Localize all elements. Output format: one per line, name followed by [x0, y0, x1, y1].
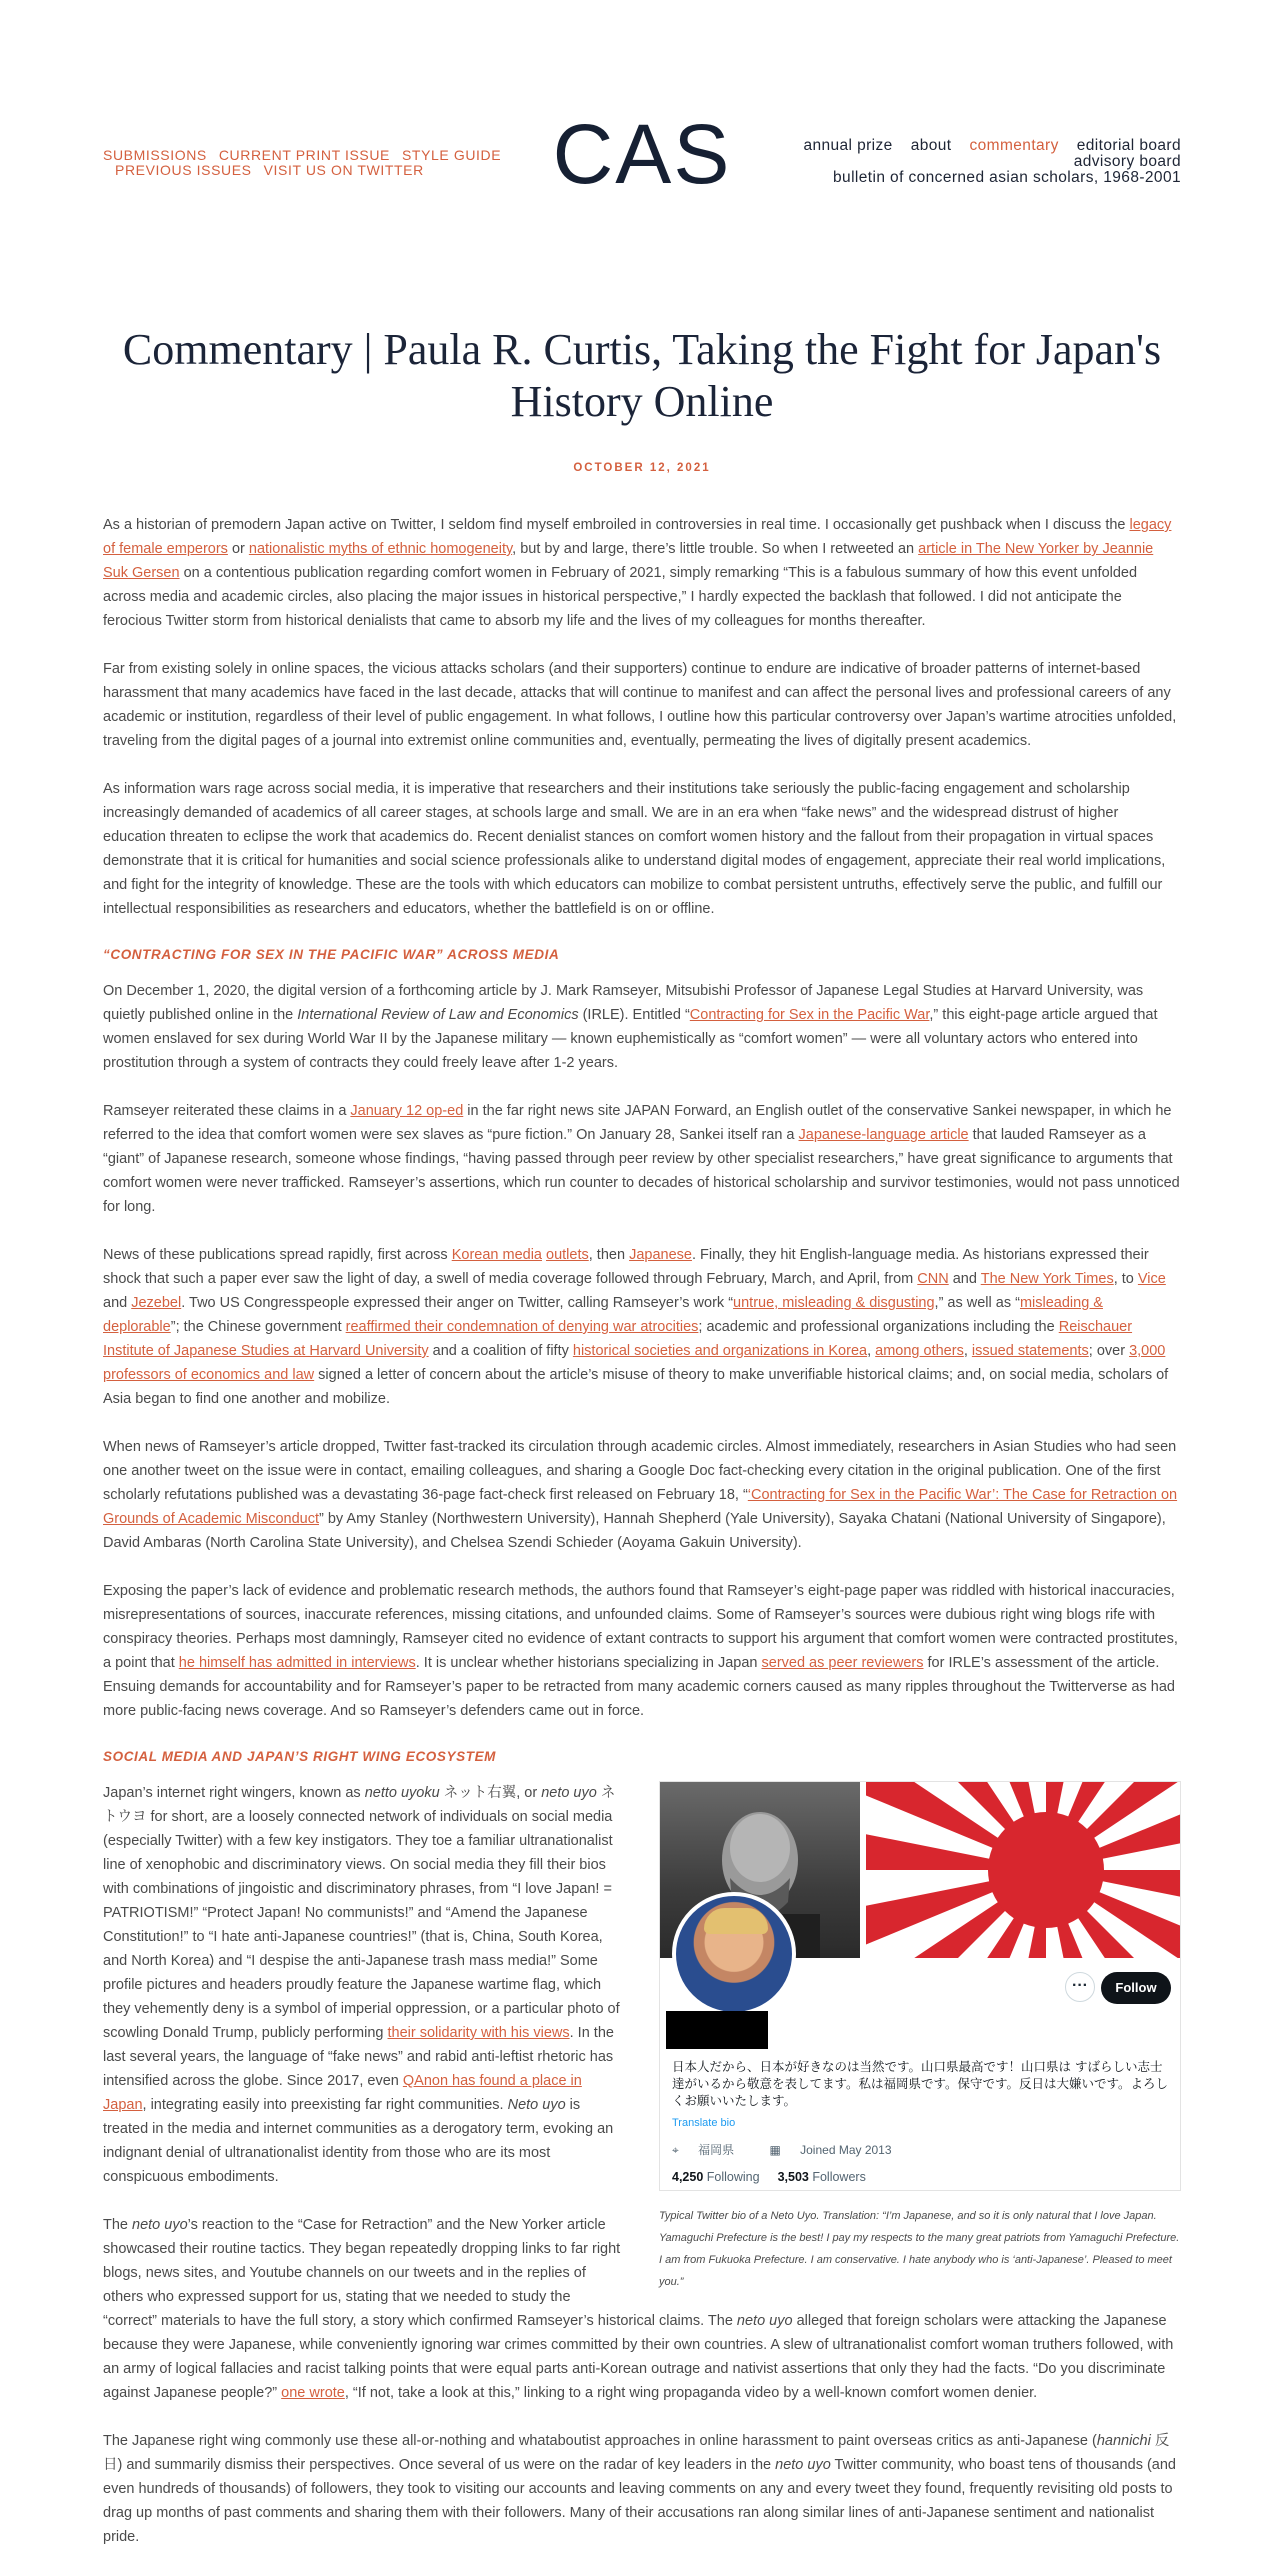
- text: ,” as well as “: [934, 1295, 1020, 1311]
- link-vice[interactable]: Vice: [1137, 1271, 1166, 1287]
- link-korean-societies[interactable]: historical societies and organizations in Korea: [572, 1343, 868, 1359]
- text: , to: [1113, 1271, 1138, 1287]
- text: , but by and large, there’s little trouble. So when I retweeted an: [512, 541, 919, 557]
- text: Twitter community, who boast tens of thousands (and even hundreds of thousands) of followers, they took to visiting our accounts and leaving comments on any and every tweet they found, frequently revisiting old posts to drag up months of past comments and sharing them with their followers. Many of their accusations ran along similar lines of anti-Japanese sentiment and nationalist pride.: [103, 2457, 1176, 2545]
- link-among-others[interactable]: among others: [875, 1343, 964, 1359]
- link-admitted-interviews[interactable]: he himself has admitted in interviews: [178, 1655, 416, 1671]
- redacted-name: [666, 2011, 768, 2049]
- flag-sun: [988, 1812, 1104, 1928]
- text: signed a letter of concern about the article’s misuse of theory to make unverifiable historical claims; and, on social media, scholars of Asia began to find one another and mobilize.: [103, 1367, 1169, 1407]
- paragraph: [103, 513, 1181, 633]
- link-one-wrote[interactable]: one wrote: [281, 2385, 345, 2401]
- follow-button[interactable]: Follow: [1101, 1972, 1171, 2004]
- nav-current-print-issue[interactable]: CURRENT PRINT ISSUE: [218, 147, 390, 163]
- translate-bio-link[interactable]: Translate bio: [672, 2117, 736, 2129]
- link-ethnic-homogeneity[interactable]: nationalistic myths of ethnic homogeneity: [248, 541, 513, 557]
- link-female-emperors[interactable]: legacy of female emperors: [103, 517, 1172, 557]
- link-outlets[interactable]: outlets: [546, 1247, 589, 1263]
- text: ”; the Chinese government: [170, 1319, 346, 1335]
- link-chinese-government[interactable]: reaffirmed their condemnation of denying war atrocities: [345, 1319, 699, 1335]
- text: . In the last several years, the language of “fake news” and rabid anti-leftist rhetoric has intensified across the globe. Since 2017, even: [103, 2025, 614, 2089]
- text: (IRLE). Entitled “: [578, 1007, 690, 1023]
- link-untrue-misleading[interactable]: untrue, misleading & disgusting: [733, 1295, 935, 1311]
- avatar-hair: [704, 1908, 768, 1934]
- article-date: OCTOBER 12, 2021: [573, 462, 711, 474]
- article-title: Commentary | Paula R. Curtis, Taking the Fight for Japan's History Online: [122, 325, 1162, 426]
- location-text: 福岡県: [698, 2143, 735, 2157]
- text: is treated in the media and internet communities as a derogatory term, evoking an indignant denial of ultranationalist identity from those who are its most conspicuous embodiments.: [103, 2097, 614, 2185]
- text: neto uyo: [736, 2313, 793, 2329]
- text: Ramseyer reiterated these claims in a: [103, 1103, 351, 1119]
- text: in the far right news site JAPAN Forward, an English outlet of the conservative Sankei newspaper, in which he referred to the idea that comfort women were sex slaves as “pure fiction.” On January 28, Sankei itself ran a: [103, 1103, 1172, 1143]
- text: On December 1, 2020, the digital version of a forthcoming article by J. Mark Ramseyer, Mitsubishi Professor of Japanese Legal Studies at Harvard University, was quietly published online in the: [103, 983, 1144, 1023]
- nav-previous-issues[interactable]: PREVIOUS ISSUES: [115, 162, 252, 178]
- link-japanese-article[interactable]: Japanese-language article: [798, 1127, 969, 1143]
- text: or: [227, 541, 249, 557]
- paragraph: [103, 1435, 1181, 1555]
- text: and: [948, 1271, 981, 1287]
- caption-body: “I’m Japanese, and so it is only natural that I love Japan. Yamaguchi Prefecture is the best! I pay my respects to the many great patriots from Yamaguchi Prefecture. I am from Fukuoka Prefecture. I am conservative. I hate anybody who is ‘anti-Japanese’. Pleased to meet you.”: [659, 2210, 1180, 2288]
- text: neto uyo: [775, 2457, 831, 2473]
- text: Neto uyo: [507, 2097, 566, 2113]
- link-japanese[interactable]: Japanese: [629, 1247, 692, 1263]
- location-pin-icon: ⌖: [672, 2143, 683, 2157]
- text: ネット右翼, or: [439, 1785, 542, 1801]
- calendar-icon: ▦: [769, 2143, 785, 2157]
- link-new-yorker-article[interactable]: article in The New Yorker by Jeannie Suk Gersen: [103, 541, 1154, 581]
- joined-text: Joined May 2013: [800, 2143, 892, 2157]
- text: and a coalition of fifty: [428, 1343, 573, 1359]
- figure-caption: [659, 2205, 1181, 2293]
- twitter-profile-card: [659, 1781, 1181, 2191]
- follow-counts: [672, 2165, 866, 2189]
- secondary-nav: [761, 138, 1181, 186]
- nav-editorial-board[interactable]: editorial board: [1076, 137, 1181, 154]
- text: When news of Ramseyer’s article dropped, Twitter fast-tracked its circulation through academic circles. Almost immediately, researchers in Asian Studies who had seen one another tweet on the issue were in contact, emailing colleagues, and sharing a Google Doc fact-checking every citation in the original publication. One of the first scholarly refutations published was a devastating 36-page fact-check first released on February 18, “: [103, 1439, 1177, 1503]
- nav-commentary[interactable]: commentary: [969, 137, 1059, 154]
- link-issued-statements[interactable]: issued statements: [971, 1343, 1089, 1359]
- joined: [769, 2143, 907, 2157]
- section-heading: SOCIAL MEDIA AND JAPAN’S RIGHT WING ECOSYSTEM: [103, 1749, 497, 1764]
- article-body: [103, 513, 1181, 2568]
- text: that lauded Ramseyer as a “giant” of Japanese research, someone whose findings, “having passed through peer review by other specialist researchers,” have great significance to arguments that comfort women were never trafficked. Ramseyer’s assertions, which run counter to decades of historical scholarship and survivor testimonies, would not pass unnoticed for long.: [103, 1127, 1180, 1215]
- text: for IRLE’s assessment of the article. Ensuing demands for accountability and for Ramseyer’s paper to be retracted from many academic corners caused as many ripples throughout the Twitterverse as had more public-facing news coverage. And so Ramseyer’s defenders came out in force.: [103, 1655, 1175, 1719]
- text: News of these publications spread rapidly, first across: [103, 1247, 452, 1263]
- text: hannichi: [1096, 2433, 1151, 2449]
- text: ,: [867, 1343, 876, 1359]
- link-cnn[interactable]: CNN: [917, 1271, 949, 1287]
- paragraph: [103, 1579, 1181, 1723]
- caption-lead: Typical Twitter bio of a Neto Uyo. Translation:: [659, 2210, 880, 2222]
- followers-label: Followers: [812, 2170, 866, 2184]
- paragraph: [103, 1243, 1181, 1411]
- profile-meta: [672, 2138, 924, 2162]
- link-3000-professors[interactable]: 3,000 professors of economics and law: [103, 1343, 1166, 1383]
- paragraph: As information wars rage across social media, it is imperative that researchers and their institutions take seriously the public-facing engagement and scholarship increasingly demanded of academics of all career stages, at schools large and small. We are in an era when “fake news” and the widespread distrust of higher education threaten to eclipse the work that academics do. Recent denialist stances on comfort women history and the fallout from their propagation in virtual spaces demonstrate that it is critical for humanities and social science professionals alike to understand digital modes of engagement, appreciate their real world implications, and fight for the integrity of knowledge. These are the tools with which educators can mobilize to combat persistent untruths, effectively serve the public, and fulfill our intellectual responsibilities as researchers and educators, whether the battlefield is on or offline.: [103, 781, 1166, 917]
- link-peer-reviewers[interactable]: served as peer reviewers: [761, 1655, 924, 1671]
- text: alleged that foreign scholars were attacking the Japanese because they were Japanese, while conveniently ignoring war crimes committed by their own countries. A slew of ultranationalist comfort woman truthers followed, with an army of logical fallacies and racist talking points that were equal parts anti-Korean outrage and nativist assertions that only they had the facts. “Do you discriminate against Japanese people?”: [103, 2313, 1174, 2401]
- link-nyt[interactable]: The New York Times: [980, 1271, 1114, 1287]
- text: ,” this eight-page article argued that women enslaved for sex during World War II by the Japanese military — known euphemistically as “comfort women” — were all voluntary actors who entered into prostitution through a system of contracts they could freely leave after 1-2 years.: [103, 1007, 1158, 1071]
- text: , “If not, take a look at this,” linking to a right wing propaganda video by a well-known comfort women denier.: [344, 2385, 1038, 2401]
- rising-sun-flag: [866, 1782, 1181, 1958]
- text: netto uyoku: [364, 1785, 440, 1801]
- following-number: 4,250: [672, 2170, 704, 2184]
- link-solidarity[interactable]: their solidarity with his views: [387, 2025, 570, 2041]
- link-contracting-for-sex[interactable]: Contracting for Sex in the Pacific War: [689, 1007, 930, 1023]
- text: neto uyo: [132, 2217, 188, 2233]
- followers-count[interactable]: [778, 2170, 866, 2184]
- text: ; academic and professional organizations including the: [698, 1319, 1059, 1335]
- text: ネトウヨ for short, are a loosely connected network of individuals on social media (especially Twitter) with a few key instigators. They toe a familiar ultranationalist line of xenophobic and discriminatory views. On social media they fill their bios with combinations of jingoistic and discriminatory phrases, from “I love Japan! = PATRIOTISM!” “Protect Japan! No communists!” and “Amend the Japanese Constitution!” to “I hate anti-Japanese countries!” (that is, China, South Korea, and North Korea) and “I despise the anti-Japanese trash mass media!” Some profile pictures and headers proudly feature the Japanese wartime flag, which they vehemently deny is a symbol of imperial oppression, or a particular photo of scowling Donald Trump, publicly performing: [103, 1785, 620, 2041]
- text: ,: [963, 1343, 972, 1359]
- link-korean-media[interactable]: Korean media: [451, 1247, 542, 1263]
- nav-bulletin[interactable]: bulletin of concerned asian scholars, 1968-2001: [833, 169, 1181, 186]
- text: , then: [588, 1247, 630, 1263]
- section-heading: “CONTRACTING FOR SEX IN THE PACIFIC WAR” ACROSS MEDIA: [103, 947, 560, 962]
- nav-about[interactable]: about: [910, 137, 952, 154]
- link-misleading-deplorable[interactable]: misleading & deplorable: [103, 1295, 1103, 1335]
- following-label: Following: [706, 2170, 760, 2184]
- text: 反日) and summarily dismiss their perspectives. Once several of us were on the radar of key leaders in the: [103, 2433, 1170, 2473]
- nav-annual-prize[interactable]: annual prize: [803, 137, 893, 154]
- text: on a contentious publication regarding comfort women in February of 2021, simply remarking “This is a fabulous summary of how this event unfolded across media and academic circles, also placing the major issues in historical perspective,” I hardly expected the backlash that followed. I did not anticipate the ferocious Twitter storm from historical denialists that came to absorb my life and the lives of my colleagues for months thereafter.: [103, 565, 1138, 629]
- site-logo[interactable]: CAS: [552, 107, 732, 201]
- link-reischauer[interactable]: Reischauer Institute of Japanese Studies at Harvard University: [103, 1319, 1133, 1359]
- avatar[interactable]: [672, 1892, 796, 2016]
- text: . Two US Congresspeople expressed their anger on Twitter, calling Ramseyer’s work “: [181, 1295, 734, 1311]
- paragraph: [103, 2429, 1181, 2549]
- text: International Review of Law and Economics: [297, 1007, 579, 1023]
- nav-visit-twitter[interactable]: VISIT US ON TWITTER: [263, 162, 424, 178]
- paragraph: Far from existing solely in online spaces, the vicious attacks scholars (and their supporters) continue to endure are indicative of broader patterns of internet-based harassment that many academics have faced in the last decade, attacks that will continue to manifest and can affect the personal lives and professional careers of any academic or institution, regardless of their level of public engagement. In what follows, I outline how this particular controversy over Japan’s wartime atrocities unfolded, traveling from the digital pages of a journal into extremist online communities and, eventually, permeating the lives of digitally present academics.: [103, 661, 1177, 749]
- twitter-bio-figure: [659, 1781, 1181, 2293]
- nav-advisory-board[interactable]: advisory board: [1073, 153, 1181, 170]
- text: ” by Amy Stanley (Northwestern University), Hannah Shepherd (Yale University), Sayaka Chatani (National University of Singapore), David Ambaras (North Carolina State University), and Chelsea Szendi Schieder (Aoyama Gakuin University).: [103, 1511, 1166, 1551]
- link-qanon-japan[interactable]: QAnon has found a place in Japan: [103, 2073, 582, 2113]
- link-january-op-ed[interactable]: January 12 op-ed: [350, 1103, 464, 1119]
- text: Exposing the paper’s lack of evidence and problematic research methods, the authors found that Ramseyer’s eight-page paper was riddled with historical inaccuracies, misrepresentations of sources, inaccurate references, missing citations, and unfounded claims. Some of Ramseyer’s sources were dubious right wing blogs rife with conspiracy theories. Perhaps most damningly, Ramseyer cited no evidence of extant contracts to support his argument that comfort women were contracted prostitutes, a point that: [103, 1583, 1178, 1671]
- text: ; over: [1088, 1343, 1130, 1359]
- text: The: [103, 2217, 133, 2233]
- text: ’s reaction to the “Case for Retraction” and the New Yorker article showcased their routine tactics. They began repeatedly dropping links to far right blogs, news sites, and Youtube channels on our tweets and in the replies of others who expressed support for us, stating that we needed to study the “correct” materials to have the full story, a story which confirmed Ramseyer’s historical claims. The: [103, 2217, 737, 2329]
- text: neto uyo: [541, 1785, 597, 1801]
- text: and: [103, 1295, 132, 1311]
- text: . It is unclear whether historians specializing in Japan: [415, 1655, 762, 1671]
- nav-style-guide[interactable]: STYLE GUIDE: [401, 147, 502, 163]
- profile-bio: 日本人だから、日本が好きなのは当然です。山口県最高です！山口県は すばらしい志士達がいるから敬意を表してます。私は福岡県です。保守です。反日は大嫌いです。よろしくお願いいたします。: [672, 2059, 1169, 2108]
- link-case-for-retraction[interactable]: ‘Contracting for Sex in the Pacific War’: The Case for Retraction on Grounds of Academic Misconduct: [103, 1487, 1178, 1527]
- followers-number: 3,503: [777, 2170, 809, 2184]
- text: . Finally, they hit English-language media. As historians expressed their shock that such a paper ever saw the light of day, a swell of media coverage followed through February, March, and April, from: [103, 1247, 1149, 1287]
- text: , integrating easily into preexisting far right communities.: [142, 2097, 508, 2113]
- location: [672, 2143, 750, 2157]
- paragraph: [103, 1099, 1181, 1219]
- nav-submissions[interactable]: SUBMISSIONS: [103, 147, 207, 163]
- paragraph: [103, 979, 1181, 1075]
- text: Japan’s internet right wingers, known as: [103, 1785, 365, 1801]
- text: As a historian of premodern Japan active on Twitter, I seldom find myself embroiled in controversies in real time. I occasionally get pushback when I discuss the: [103, 517, 1130, 533]
- text: The Japanese right wing commonly use these all-or-nothing and whataboutist approaches in online harassment to paint overseas critics as anti-Japanese (: [103, 2433, 1097, 2449]
- link-jezebel[interactable]: Jezebel: [131, 1295, 182, 1311]
- more-options-icon[interactable]: ···: [1065, 1972, 1095, 2002]
- following-count[interactable]: [672, 2170, 760, 2184]
